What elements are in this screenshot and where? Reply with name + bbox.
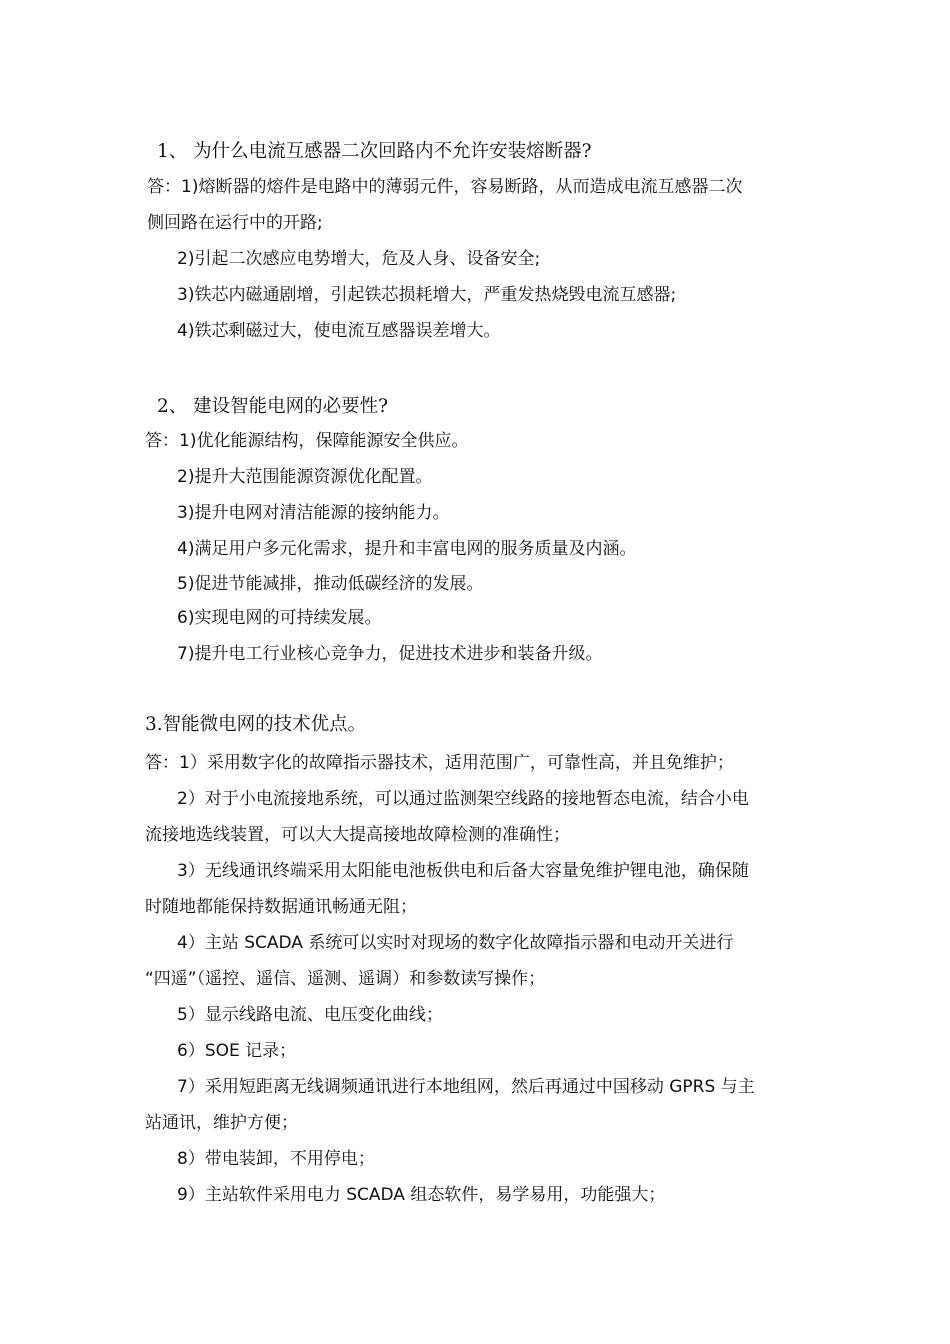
section-3-line-13: 9）主站软件采用电力 SCADA 组态软件，易学易用，功能强大； xyxy=(177,1185,666,1205)
section-2-line-3: 3)提升电网对清洁能源的接纳能力。 xyxy=(177,503,450,523)
section-2-line-1: 答：1)优化能源结构，保障能源安全供应。 xyxy=(145,431,469,451)
section-2-line-7: 7)提升电工行业核心竞争力，促进技术进步和装备升级。 xyxy=(177,644,603,664)
section-3-title: 3.智能微电网的技术优点。 xyxy=(145,714,367,735)
section-2-title: 2、 建设智能电网的必要性? xyxy=(157,396,389,417)
section-1-line-5: 4)铁芯剩磁过大，使电流互感器误差增大。 xyxy=(177,321,501,341)
section-3-line-6: 4）主站 SCADA 系统可以实时对现场的数字化故障指示器和电动开关进行 xyxy=(177,933,734,953)
section-3-line-12: 8）带电装卸，不用停电； xyxy=(177,1149,375,1169)
section-3-line-11: 站通讯，维护方便； xyxy=(145,1113,298,1133)
section-2-line-2: 2)提升大范围能源资源优化配置。 xyxy=(177,467,433,487)
section-3-line-5: 时随地都能保持数据通讯畅通无阻； xyxy=(145,897,417,917)
section-1-line-4: 3)铁芯内磁通剧增，引起铁芯损耗增大，严重发热烧毁电流互感器; xyxy=(177,285,677,305)
section-3-line-9: 6）SOE 记录； xyxy=(177,1041,297,1061)
section-2-line-4: 4)满足用户多元化需求，提升和丰富电网的服务质量及内涵。 xyxy=(177,539,637,559)
section-3-line-8: 5）显示线路电流、电压变化曲线； xyxy=(177,1005,443,1025)
section-3-line-7: “四遥”（遥控、遥信、遥测、遥调）和参数读写操作； xyxy=(145,969,546,989)
section-1-line-1: 答：1)熔断器的熔件是电路中的薄弱元件，容易断路，从而造成电流互感器二次 xyxy=(147,177,743,197)
section-2-line-6: 6)实现电网的可持续发展。 xyxy=(177,608,382,628)
section-1-title: 1、 为什么电流互感器二次回路内不允许安装熔断器? xyxy=(157,141,592,162)
section-3-line-4: 3）无线通讯终端采用太阳能电池板供电和后备大容量免维护锂电池，确保随 xyxy=(177,861,749,881)
section-3-line-10: 7）采用短距离无线调频通讯进行本地组网，然后再通过中国移动 GPRS 与主 xyxy=(177,1077,755,1097)
section-1-line-2: 侧回路在运行中的开路; xyxy=(147,213,323,233)
section-2-line-5: 5)促进节能减排，推动低碳经济的发展。 xyxy=(177,574,484,594)
section-1-line-3: 2)引起二次感应电势增大，危及人身、设备安全; xyxy=(177,249,541,269)
section-3-line-3: 流接地选线装置，可以大大提高接地故障检测的准确性； xyxy=(145,825,570,845)
section-3-line-1: 答：1）采用数字化的故障指示器技术，适用范围广，可靠性高，并且免维护； xyxy=(145,753,734,773)
section-3-line-2: 2）对于小电流接地系统，可以通过监测架空线路的接地暂态电流，结合小电 xyxy=(177,789,749,809)
